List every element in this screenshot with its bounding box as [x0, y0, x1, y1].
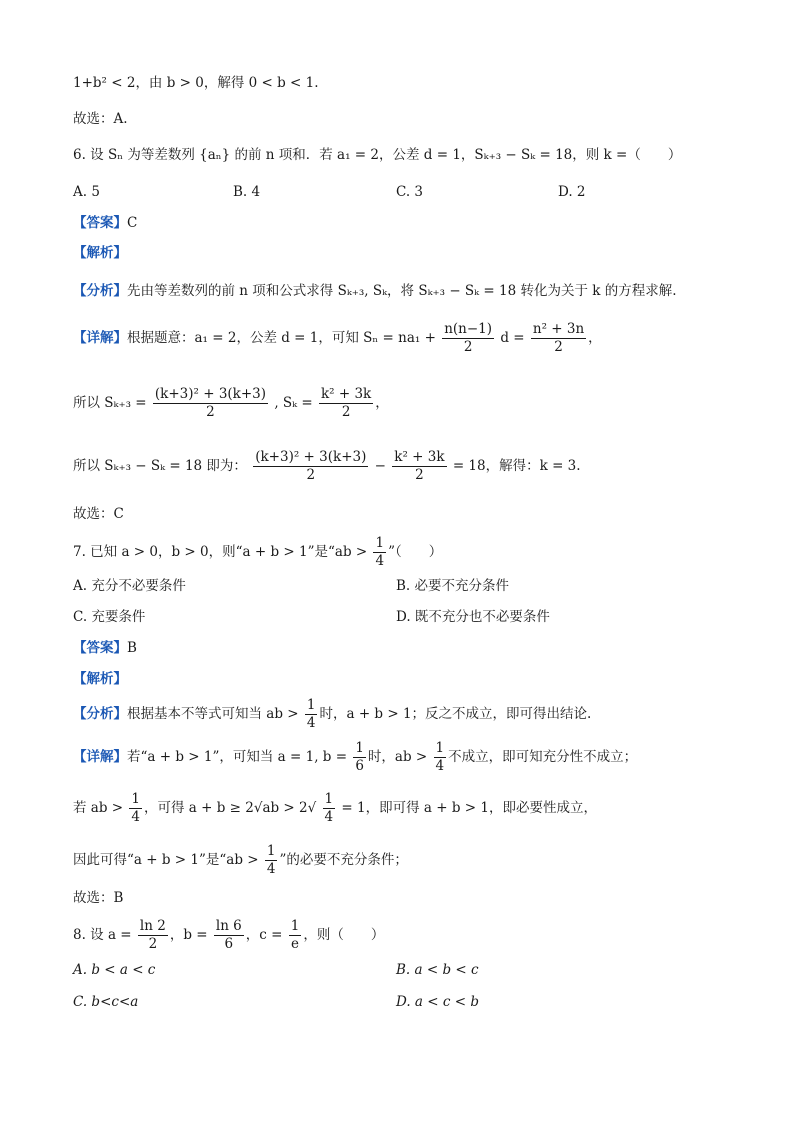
fraction: $\frac{1}{4}$: [306, 697, 316, 731]
fraction: $\frac{\text{k² + 3k}}{2}$: [320, 386, 372, 420]
q8-option-a: A. b < a < c: [73, 962, 156, 978]
detail-text: , Sₖ =: [274, 395, 313, 411]
fraction: $\frac{n(n-1)}{2}$: [444, 321, 493, 355]
fraction: $\frac{1}{4}$: [266, 843, 276, 877]
q8-option-b: B. a < b < c: [396, 962, 479, 978]
question-8-stem: 8. 设 a = $\frac{\ln 2}{2}$ ，b = $\frac{\ln 6}{6}$ ，c = $\frac{1}{e}$ ，则（ ）: [73, 918, 385, 952]
q6-option-d: D. 2: [558, 184, 586, 200]
fraction: $\frac{1}{6}$: [355, 740, 364, 774]
detail-text: d =: [500, 330, 525, 346]
q6-detail-line-1: 【详解】根据题意：a₁ = 2，公差 d = 1，可知 Sₙ = na₁ + $\frac{n(n-1)}{2}$ d = $\frac{\text{n² + 3n}}{2}$ ，: [73, 321, 602, 355]
fenxi-label: 【分析】: [73, 283, 127, 299]
detail-text: 根据题意：a₁ = 2，公差 d = 1，可知 Sₙ = na₁ +: [127, 330, 436, 346]
q6-analysis-heading: 【解析】: [73, 245, 127, 261]
fraction: $\frac{1}{4}$: [131, 791, 140, 825]
q7-option-a: A. 充分不必要条件: [73, 578, 186, 594]
fraction: $\frac{1}{4}$: [324, 791, 334, 825]
detail-label: 【详解】: [73, 749, 127, 765]
q7-detail-line-1: 【详解】若“a + b > 1”，可知当 a = 1, b = $\frac{1}{6}$ 时，ab > $\frac{1}{4}$ 不成立，即可知充分性不成立；: [73, 740, 638, 774]
fraction: $\frac{1}{4}$: [435, 740, 445, 774]
detail-text: = 18，解得：k = 3.: [452, 458, 581, 474]
q6-detail-line-2: 所以 Sₖ₊₃ = $\frac{\text{(k+3)² + 3(k+3)}}{2}$ , Sₖ = $\frac{\text{k² + 3k}}{2}$ ，: [73, 386, 389, 420]
fraction: $\frac{\ln 2}{2}$: [139, 918, 166, 952]
q7-choice-line: 故选：B: [73, 890, 124, 906]
q6-choice-line: 故选：C: [73, 506, 124, 522]
answer-label: 【答案】: [73, 640, 127, 656]
q7-answer: [73, 638, 137, 658]
q6-option-c: C. 3: [396, 184, 424, 200]
q6-option-a: A. 5: [73, 184, 100, 200]
q6-option-b: B. 4: [233, 184, 261, 200]
fraction: $\frac{1}{e}$: [290, 918, 300, 952]
q6-fenxi: [73, 281, 677, 301]
q8-option-c: C. b<c<a: [73, 994, 139, 1010]
detail-label: 【详解】: [73, 330, 127, 346]
q7-fenxi: 【分析】根据基本不等式可知当 ab > $\frac{1}{4}$ 时，a + b > 1；反之不成立，即可得出结论.: [73, 697, 592, 731]
fraction: $\frac{\ln 6}{6}$: [215, 918, 242, 952]
fenxi-text: 先由等差数列的前 n 项和公式求得 Sₖ₊₃, Sₖ，将 Sₖ₊₃ − Sₖ = 18 转化为关于 k 的方程求解.: [127, 283, 677, 299]
question-6-stem: 6. 设 Sₙ 为等差数列 {aₙ} 的前 n 项和．若 a₁ = 2，公差 d = 1，Sₖ₊₃ − Sₖ = 18，则 k =（ ）: [73, 147, 682, 163]
q6-detail-line-3: [73, 449, 581, 484]
q7-detail-line-3: 因此可得“a + b > 1”是“ab > $\frac{1}{4}$ ”的必要不充分条件；: [73, 843, 408, 877]
q8-option-d: D. a < c < b: [396, 994, 479, 1010]
answer-label: 【答案】: [73, 215, 127, 231]
detail-text: 所以 Sₖ₊₃ − Sₖ = 18 即为：: [73, 458, 247, 474]
q7-detail-line-2: 若 ab > $\frac{1}{4}$ ，可得 a + b ≥ 2√ab > 2√ $\frac{1}{4}$ = 1，即可得 a + b > 1，即必要性成立，: [73, 791, 597, 825]
fraction: $\frac{\text{k² + 3k}}{2}$: [394, 449, 445, 483]
q7-option-d: D. 既不充分也不必要条件: [396, 609, 550, 625]
detail-text: 所以 Sₖ₊₃ =: [73, 395, 147, 411]
question-7-stem: 7. 已知 a > 0，b > 0，则“a + b > 1”是“ab > $\frac{1}{4}$ ”（ ）: [73, 535, 443, 569]
fraction: $\frac{\text{n² + 3n}}{2}$: [532, 321, 585, 355]
fraction: $\frac{\text{(k+3)² + 3(k+3)}}{2}$: [255, 449, 367, 483]
previous-choice-line: 故选：A.: [73, 111, 128, 127]
q6-answer: [73, 213, 137, 233]
answer-value: C: [127, 215, 138, 231]
detail-text: −: [374, 458, 386, 474]
fraction: $\frac{1}{4}$: [375, 535, 385, 569]
q7-option-c: C. 充要条件: [73, 609, 146, 625]
previous-answer-line: 1+b² < 2，由 b > 0，解得 0 < b < 1.: [73, 75, 319, 91]
answer-value: B: [127, 640, 137, 656]
q7-analysis-heading: 【解析】: [73, 671, 127, 687]
fraction: $\frac{\text{(k+3)² + 3(k+3)}}{2}$: [154, 386, 267, 420]
q7-option-b: B. 必要不充分条件: [396, 578, 510, 594]
fenxi-label: 【分析】: [73, 706, 127, 722]
